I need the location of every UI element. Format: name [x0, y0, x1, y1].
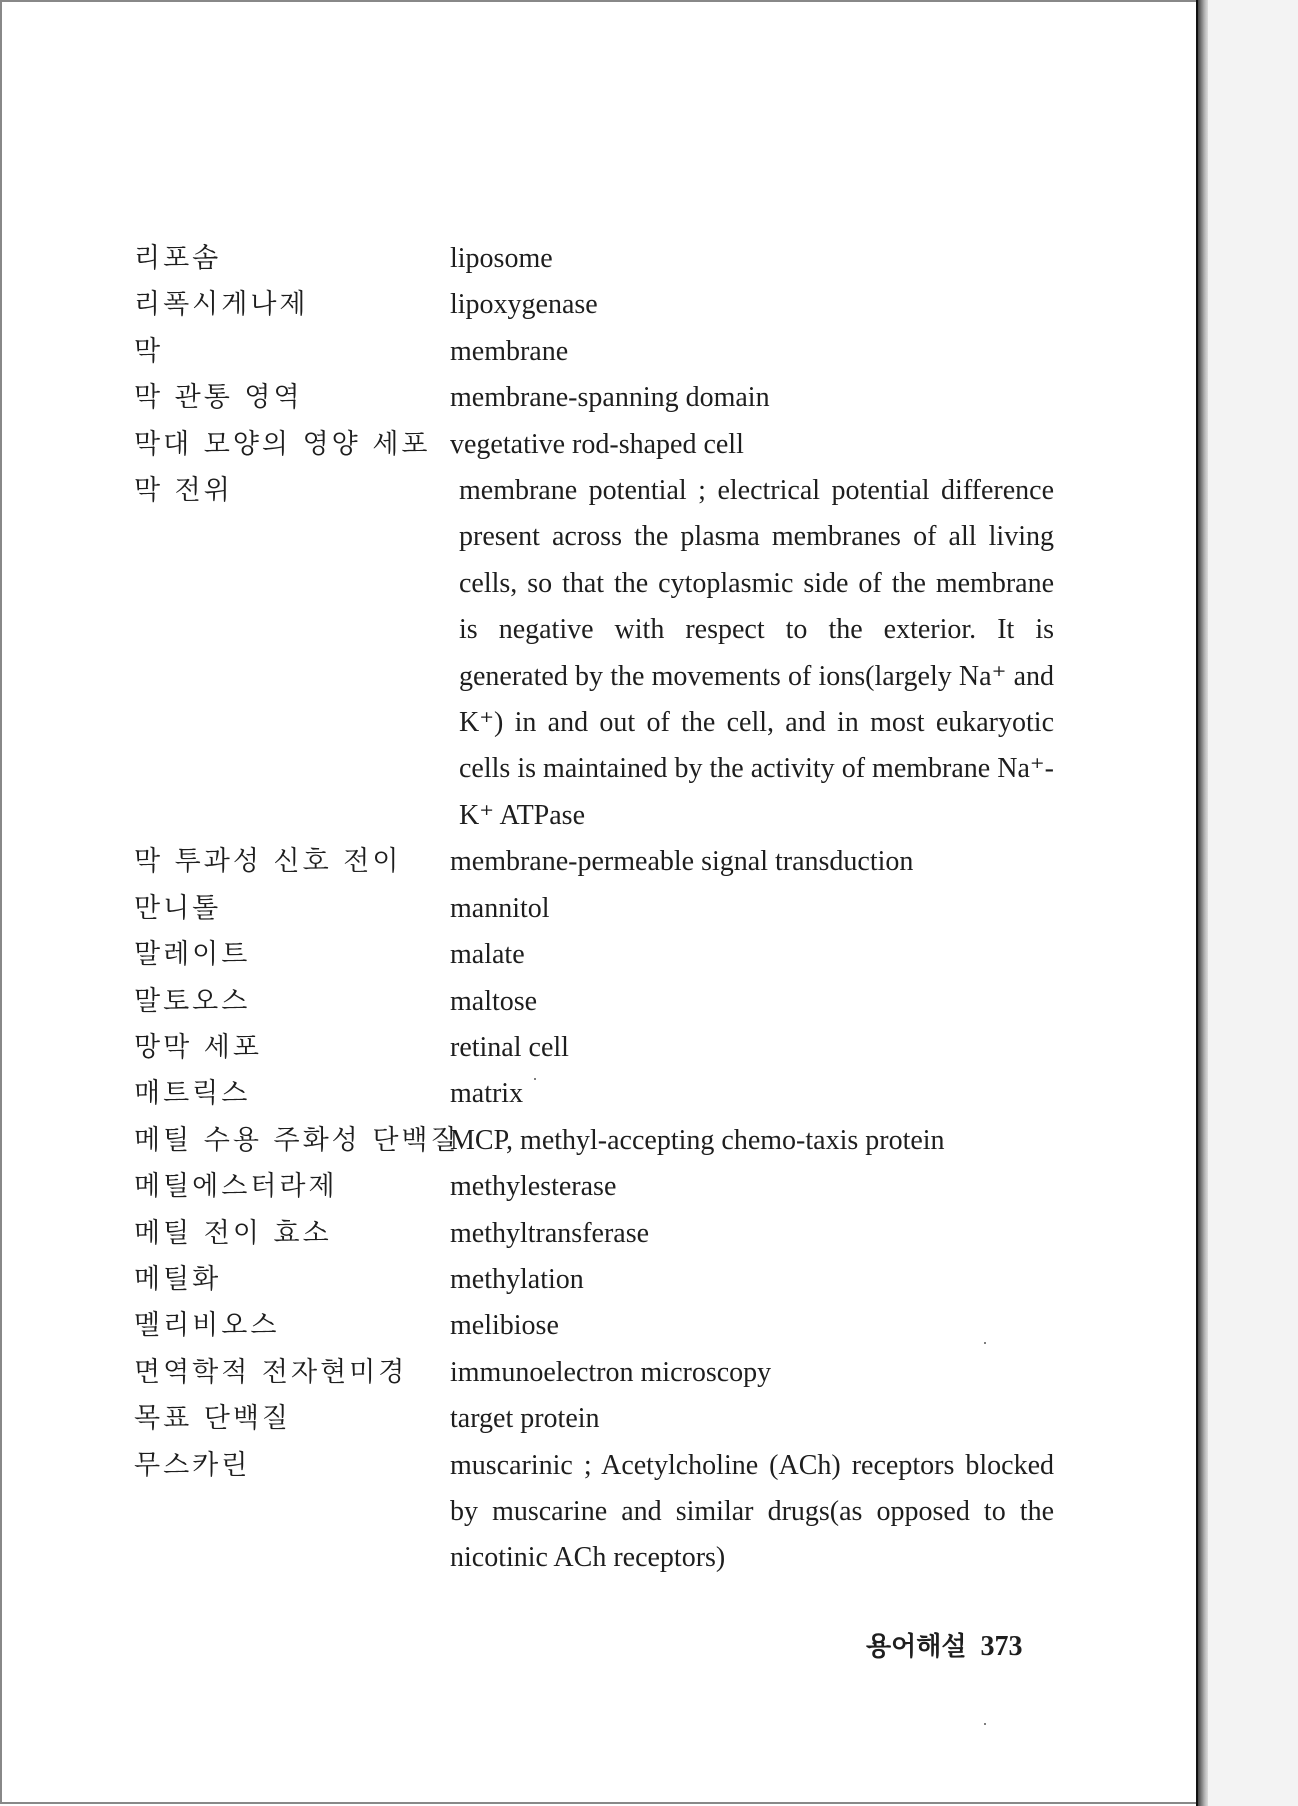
korean-term: 메틸에스터라제	[134, 1171, 338, 1203]
english-term: melibiose	[450, 1310, 559, 1342]
korean-term: 매트릭스	[134, 1078, 251, 1110]
english-term: methylesterase	[450, 1171, 617, 1203]
glossary-entry	[134, 282, 1054, 328]
english-term: membrane-spanning domain	[450, 382, 770, 414]
korean-term: 말토오스	[134, 985, 251, 1017]
korean-term: 막대 모양의 영양 세포	[134, 428, 431, 460]
english-definition: muscarinic ; Acetylcholine (ACh) receptors blocked by muscarine and similar drugs(as opposed to the nicotinic ACh receptors)	[450, 1449, 1054, 1574]
english-term: retinal cell	[450, 1031, 569, 1063]
english-term: mannitol	[450, 892, 550, 924]
glossary-entry	[134, 1025, 1054, 1071]
korean-term: 말레이트	[134, 939, 251, 971]
glossary-entry	[134, 1303, 1054, 1349]
english-term: maltose	[450, 985, 538, 1017]
korean-term: 막 관통 영역	[134, 382, 303, 414]
korean-term: 목표 단백질	[134, 1403, 291, 1435]
glossary-list	[134, 236, 1054, 1582]
glossary-entry	[134, 932, 1054, 978]
korean-term: 망막 세포	[134, 1031, 262, 1063]
korean-term: 메틸 수용 주화성 단백질	[134, 1124, 460, 1156]
page-number: 373	[980, 1631, 1023, 1662]
english-term: malate	[450, 939, 525, 971]
english-definition: membrane potential ; electrical potential difference present across the plasma membranes of all living cells, so that the cytoplasmic side of the membrane is negative with respect to the exterior. It is generated by the movements of ions(largely Na⁺ and K⁺) in and out of the cell, and in most eukaryotic cells is maintained by the activity of membrane Na⁺-K⁺ ATPase	[459, 475, 1054, 831]
korean-term: 멜리비오스	[134, 1310, 280, 1342]
english-term: methyltransferase	[450, 1217, 650, 1249]
korean-term: 리폭시게나제	[134, 289, 309, 321]
korean-term: 무스카린	[134, 1449, 251, 1481]
english-term: matrix	[450, 1078, 524, 1110]
korean-term: 면역학적 전자현미경	[134, 1356, 408, 1388]
korean-term: 막 전위	[134, 475, 233, 507]
scan-speck	[534, 1078, 536, 1080]
glossary-entry	[134, 1257, 1054, 1303]
english-term: membrane	[450, 335, 569, 367]
glossary-entry	[134, 1396, 1054, 1442]
glossary-entry	[134, 375, 1054, 421]
korean-term: 만니톨	[134, 892, 222, 924]
scan-speck	[984, 1723, 986, 1725]
english-term: methylation	[450, 1263, 584, 1295]
english-term: lipoxygenase	[450, 289, 598, 321]
background-margin	[1208, 0, 1298, 1806]
glossary-entry	[134, 236, 1054, 282]
english-term: liposome	[450, 243, 553, 274]
glossary-entry	[134, 1071, 1054, 1117]
english-term: vegetative rod-shaped cell	[450, 428, 744, 460]
glossary-entry	[134, 1164, 1054, 1210]
glossary-entry	[134, 422, 1054, 468]
english-term: target protein	[450, 1403, 600, 1435]
section-label: 용어해설	[866, 1632, 967, 1662]
glossary-entry	[134, 1350, 1054, 1396]
glossary-entry	[134, 329, 1054, 375]
english-term: membrane-permeable signal transduction	[450, 846, 914, 878]
glossary-entry	[134, 1443, 1054, 1582]
glossary-entry	[134, 1118, 1054, 1164]
scan-speck	[984, 1342, 986, 1344]
page-edge	[1196, 0, 1208, 1806]
glossary-entry	[134, 839, 1054, 885]
glossary-entry	[134, 979, 1054, 1025]
korean-term: 메틸 전이 효소	[134, 1217, 332, 1249]
korean-term: 메틸화	[134, 1263, 222, 1295]
glossary-entry	[134, 1211, 1054, 1257]
glossary-entry	[134, 886, 1054, 932]
glossary-entry	[134, 468, 1054, 839]
korean-term: 리포솜	[134, 243, 222, 274]
english-term: immunoelectron microscopy	[450, 1356, 772, 1388]
korean-term: 막	[134, 335, 164, 367]
korean-term: 막 투과성 신호 전이	[134, 846, 402, 878]
english-term: MCP, methyl-accepting chemo-taxis protein	[450, 1124, 945, 1156]
page-footer	[866, 1626, 1022, 1663]
